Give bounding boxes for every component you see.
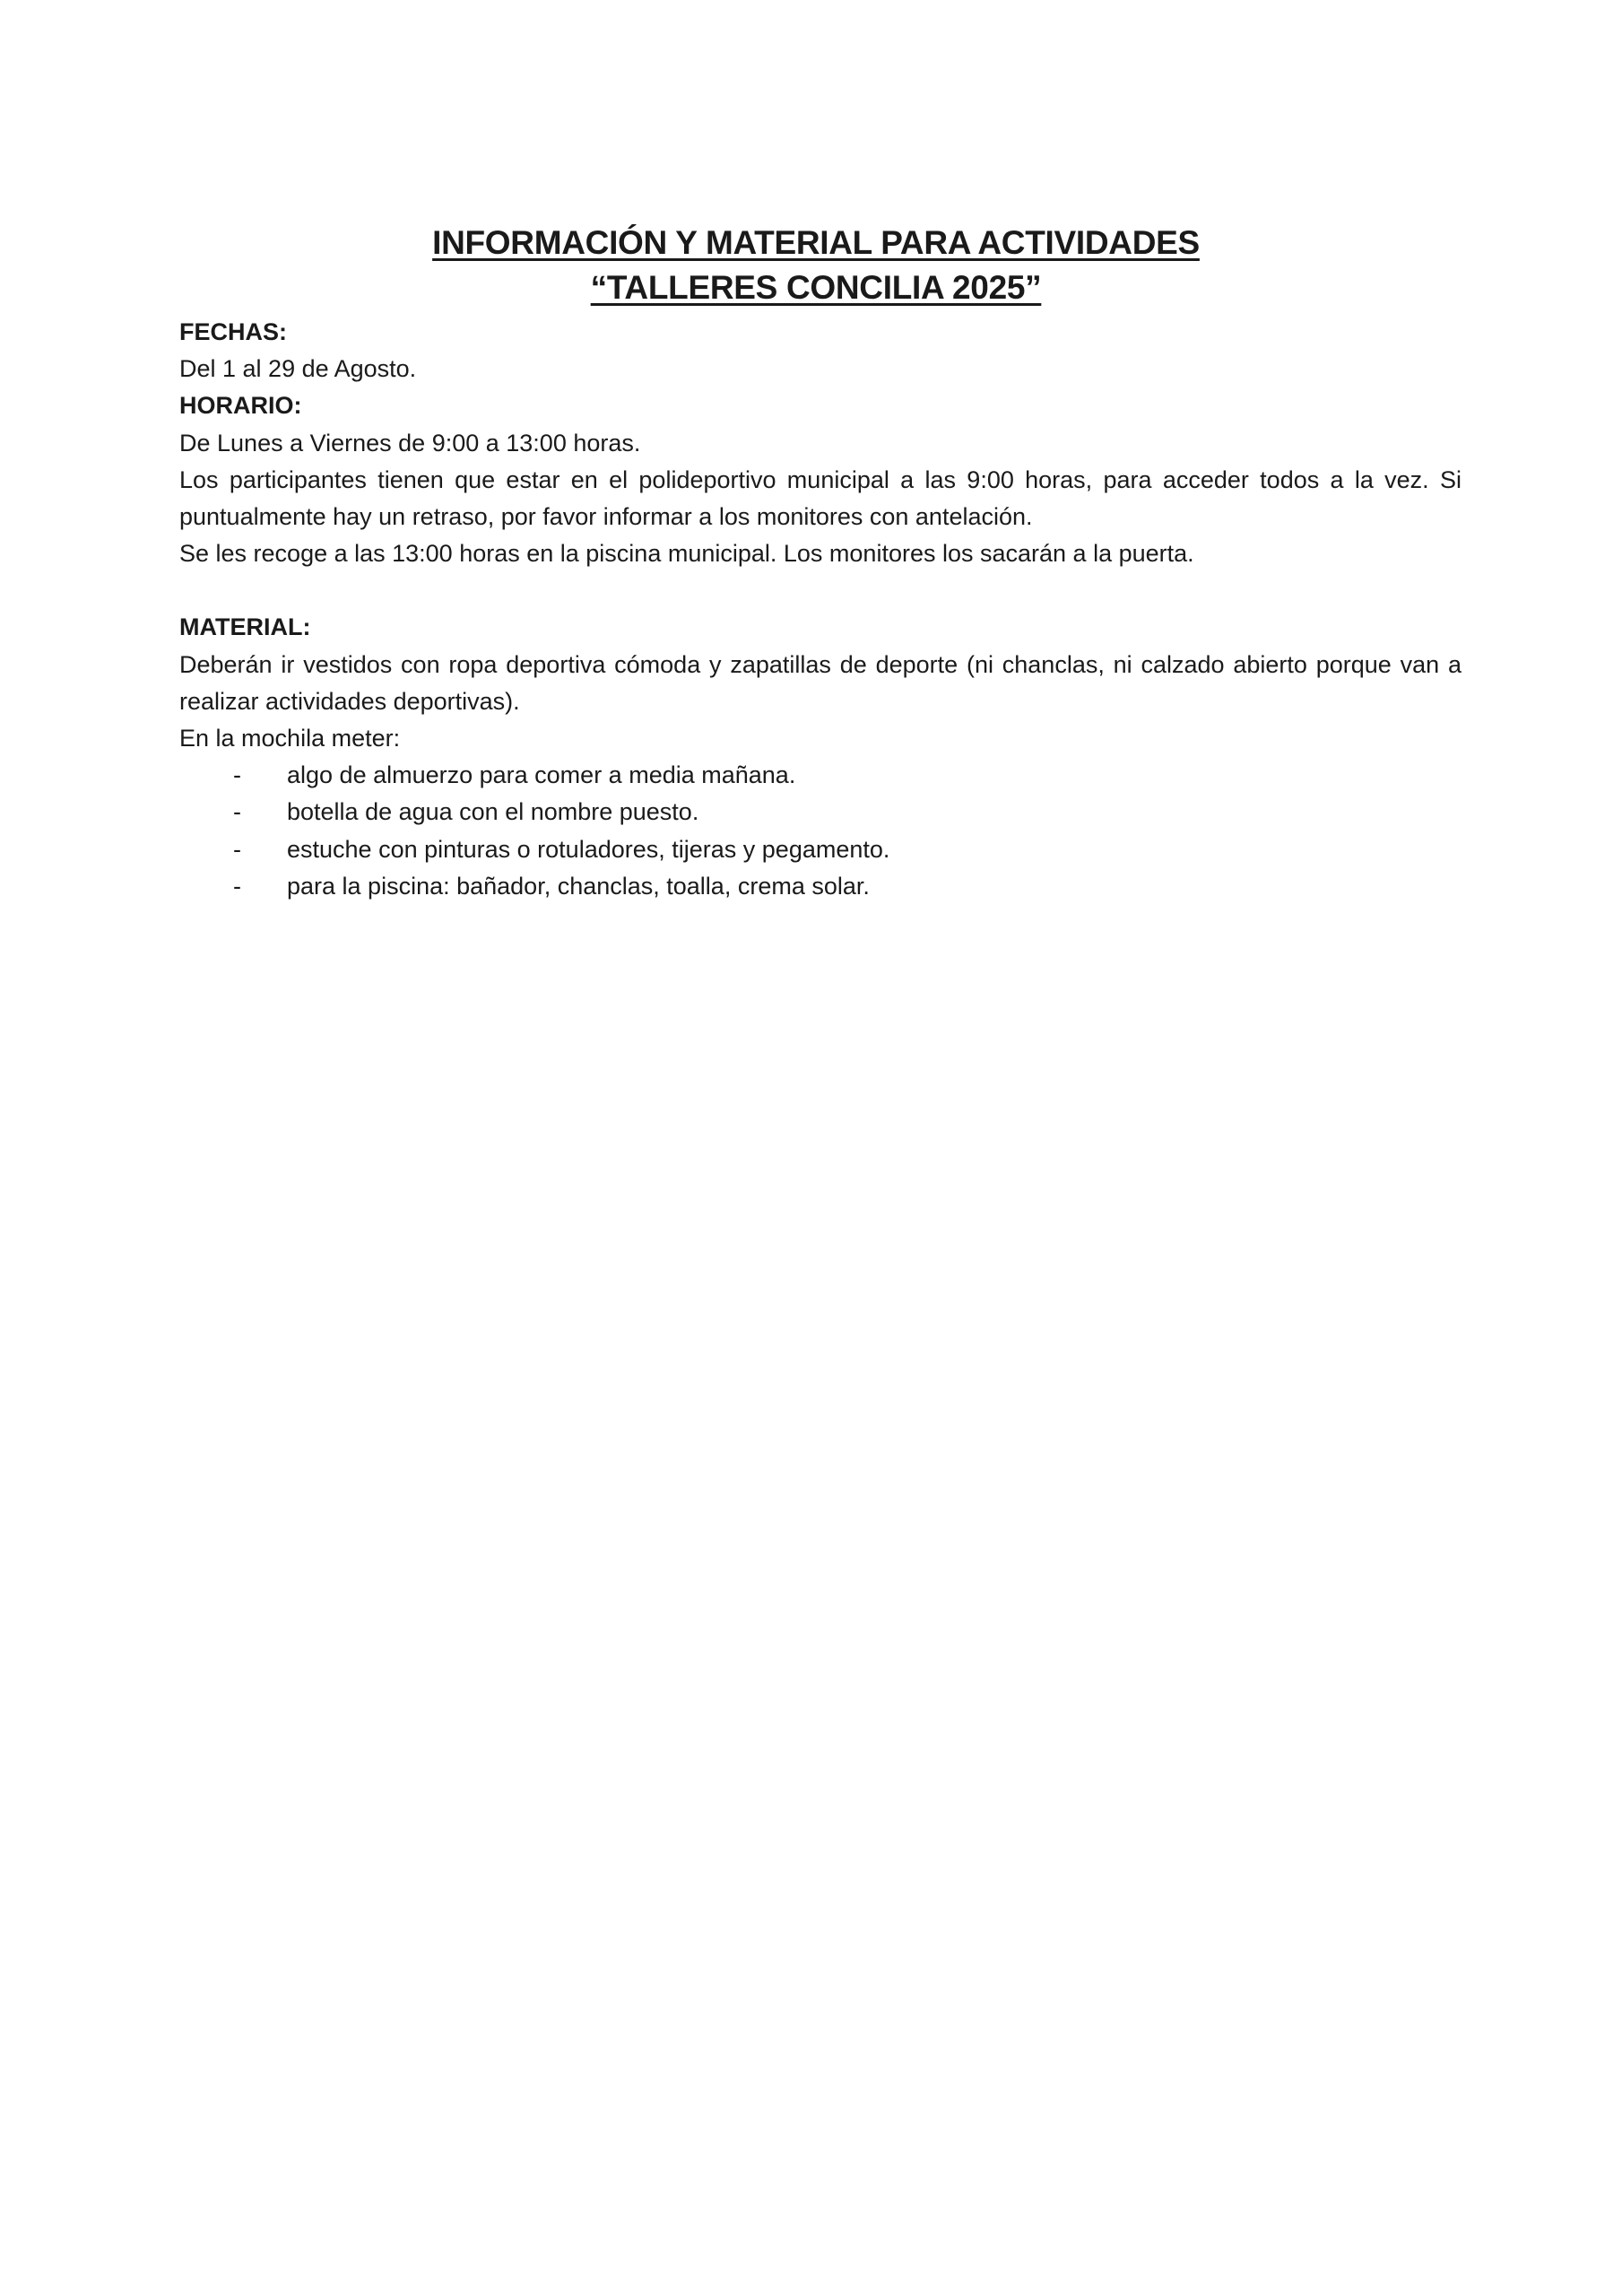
material-text: Deberán ir vestidos con ropa deportiva cómoda y zapatillas de deporte (ni chanclas, ni calzado abierto porque van a realizar actividades deportivas).: [179, 650, 1462, 715]
dash-bullet: -: [233, 798, 241, 826]
list-item-text: algo de almuerzo para comer a media mañana.: [287, 761, 796, 789]
list-item-text: para la piscina: bañador, chanclas, toalla, crema solar.: [287, 872, 870, 900]
dash-bullet: -: [233, 835, 241, 863]
list-item: [179, 831, 1462, 868]
material-list: [179, 757, 1462, 905]
section-gap: [179, 572, 1462, 609]
horario-label: HORARIO:: [179, 392, 302, 420]
list-item: [179, 794, 1462, 831]
horario-line-3: Se les recoge a las 13:00 horas en la piscina municipal. Los monitores los sacarán a la puerta.: [179, 540, 1194, 568]
title-line-2: “TALLERES CONCILIA 2025”: [590, 269, 1042, 306]
document-title: [179, 221, 1453, 310]
list-item-text: botella de agua con el nombre puesto.: [287, 798, 699, 826]
material-intro: En la mochila meter:: [179, 725, 401, 752]
horario-line-2: Los participantes tienen que estar en el polideportivo municipal a las 9:00 horas, para acceder todos a la vez. Si puntualmente hay un retraso, por favor informar a los monitores con antelación.: [179, 465, 1462, 531]
list-item-text: estuche con pinturas o rotuladores, tijeras y pegamento.: [287, 835, 890, 863]
title-line-1: INFORMACIÓN Y MATERIAL PARA ACTIVIDADES: [432, 224, 1200, 261]
list-item: [179, 868, 1462, 905]
document-body: [179, 314, 1462, 905]
dash-bullet: -: [233, 872, 241, 900]
dash-bullet: -: [233, 761, 241, 789]
list-item: [179, 757, 1462, 794]
fechas-label: FECHAS:: [179, 318, 287, 345]
horario-line-1: De Lunes a Viernes de 9:00 a 13:00 horas.: [179, 429, 641, 457]
fechas-text: Del 1 al 29 de Agosto.: [179, 355, 417, 383]
material-label: MATERIAL:: [179, 613, 311, 641]
